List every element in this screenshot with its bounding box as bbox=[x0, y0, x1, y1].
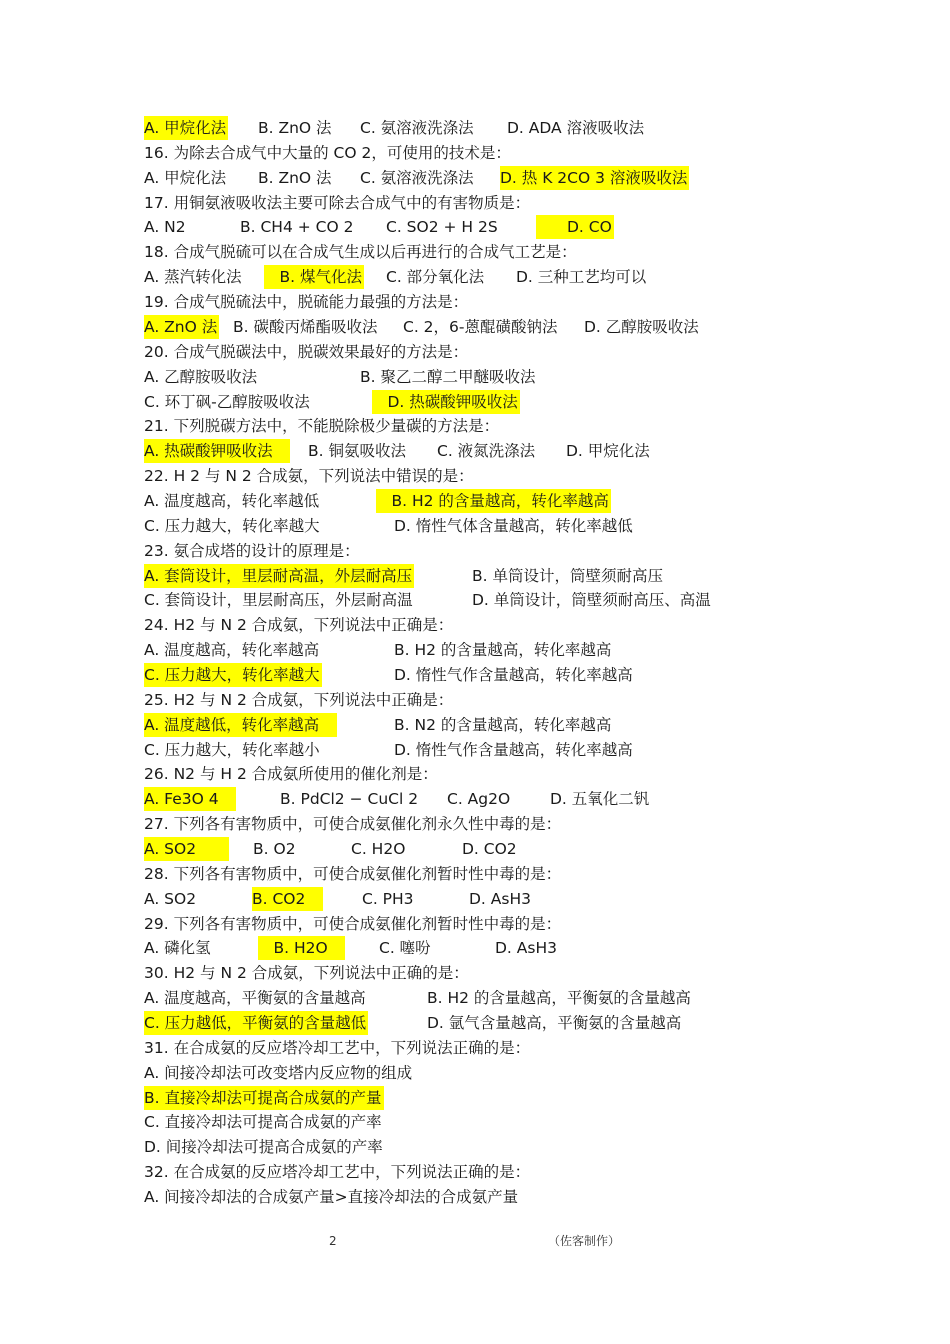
question-stem bbox=[0, 912, 950, 936]
question-text: A. 间接冷却法可改变塔内反应物的组成 bbox=[144, 1063, 413, 1082]
option-text: B. ZnO 法 bbox=[258, 168, 332, 187]
options-row bbox=[0, 1110, 950, 1134]
option-text: D. AsH3 bbox=[495, 939, 557, 958]
options-row bbox=[0, 638, 950, 662]
option-text: A. 温度越高，转化率越高 bbox=[144, 641, 320, 660]
options-row bbox=[0, 588, 950, 612]
option-text: B. ZnO 法 bbox=[258, 119, 332, 137]
options-row bbox=[0, 116, 950, 140]
option-text: C. 液氮洗涤法 bbox=[437, 442, 536, 461]
option-text: D. 甲烷化法 bbox=[566, 442, 650, 461]
question-stem bbox=[0, 961, 950, 985]
option-text: C. H2O bbox=[351, 839, 406, 858]
option-text: B. PdCl2 − CuCl 2 bbox=[280, 790, 419, 809]
option-text: D. 惰性气作含量越高，转化率越高 bbox=[394, 740, 633, 759]
question-stem bbox=[0, 812, 950, 836]
options-row bbox=[0, 365, 950, 389]
option-text: A. 蒸汽转化法 bbox=[144, 268, 242, 287]
answer-highlight: C. 压力越大，转化率越大 bbox=[144, 663, 322, 687]
question-stem bbox=[0, 414, 950, 438]
option-text: B. H2 的含量越高，平衡氨的含量越高 bbox=[427, 989, 691, 1008]
option-text: C. Ag2O bbox=[447, 790, 511, 809]
option-text: B. H2 的含量越高，转化率越高 bbox=[394, 641, 612, 660]
answer-highlight: A. ZnO 法 bbox=[144, 315, 219, 339]
option-text: B. N2 的含量越高，转化率越高 bbox=[394, 715, 612, 734]
option-text: D. 五氧化二钒 bbox=[550, 790, 650, 809]
options-row bbox=[0, 936, 950, 960]
question-stem bbox=[0, 464, 950, 488]
question-stem bbox=[0, 1160, 950, 1184]
question-text: 29. 下列各有害物质中，可使合成氨催化剂暂时性中毒的是： bbox=[144, 914, 562, 933]
option-text: D. 惰性气体含量越高，转化率越低 bbox=[394, 516, 633, 535]
option-text: D. 惰性气作含量越高，转化率越高 bbox=[394, 665, 633, 684]
answer-highlight: A. Fe3O 4 bbox=[144, 787, 236, 811]
question-stem bbox=[0, 290, 950, 314]
question-stem bbox=[0, 862, 950, 886]
question-stem bbox=[0, 613, 950, 637]
options-row bbox=[0, 1061, 950, 1085]
answer-highlight: C. 压力越低，平衡氨的含量越低 bbox=[144, 1011, 368, 1035]
options-row bbox=[0, 1011, 950, 1035]
answer-highlight: B. H2 的含量越高，转化率越高 bbox=[376, 489, 611, 513]
option-text: B. 单筒设计，筒壁须耐高压 bbox=[472, 566, 663, 585]
options-row bbox=[0, 166, 950, 190]
option-text: B. O2 bbox=[253, 839, 296, 858]
options-row bbox=[0, 390, 950, 414]
options-row bbox=[0, 1086, 950, 1110]
option-text: D. ADA 溶液吸收法 bbox=[507, 119, 645, 137]
option-text: C. PH3 bbox=[362, 889, 414, 908]
answer-highlight: B. CO2 bbox=[252, 887, 323, 911]
option-text: D. CO2 bbox=[462, 839, 517, 858]
answer-highlight: D. 热 K 2CO 3 溶液吸收法 bbox=[500, 166, 689, 190]
question-text: 20. 合成气脱碳法中，脱碳效果最好的方法是： bbox=[144, 342, 469, 361]
option-text: A. N2 bbox=[144, 218, 186, 237]
question-stem bbox=[0, 141, 950, 165]
question-text: 32. 在合成氨的反应塔冷却工艺中，下列说法正确的是： bbox=[144, 1163, 531, 1182]
options-row bbox=[0, 1185, 950, 1209]
question-text: 19. 合成气脱硫法中，脱硫能力最强的方法是： bbox=[144, 293, 469, 311]
question-text: 26. N2 与 H 2 合成氨所使用的催化剂是： bbox=[144, 765, 438, 784]
question-text: 24. H2 与 N 2 合成氨，下列说法中正确是： bbox=[144, 616, 454, 635]
option-text: A. 甲烷化法 bbox=[144, 168, 227, 187]
option-text: B. CH4 + CO 2 bbox=[240, 218, 354, 237]
answer-highlight: B. H2O bbox=[258, 936, 345, 960]
question-stem bbox=[0, 1036, 950, 1060]
footer-credit: （佐客制作） bbox=[548, 1234, 621, 1248]
option-text: D. 氩气含量越高，平衡氨的含量越高 bbox=[427, 1014, 682, 1032]
options-row bbox=[0, 738, 950, 762]
question-stem bbox=[0, 240, 950, 264]
option-text: D. AsH3 bbox=[469, 889, 531, 908]
answer-highlight: A. 甲烷化法 bbox=[144, 116, 228, 140]
options-row bbox=[0, 489, 950, 513]
option-text: C. 部分氧化法 bbox=[386, 268, 485, 287]
question-stem bbox=[0, 688, 950, 712]
options-row bbox=[0, 514, 950, 538]
answer-highlight: D. CO bbox=[536, 215, 614, 239]
question-text: C. 直接冷却法可提高合成氨的产率 bbox=[144, 1113, 382, 1132]
option-text: A. SO2 bbox=[144, 889, 197, 908]
option-text: C. 2，6-蒽醌磺酸钠法 bbox=[403, 317, 558, 336]
option-text: C. 氨溶液洗涤法 bbox=[360, 119, 474, 137]
question-text: 17. 用铜氨液吸收法主要可除去合成气中的有害物质是： bbox=[144, 193, 531, 212]
question-stem bbox=[0, 340, 950, 364]
option-text: D. 乙醇胺吸收法 bbox=[584, 317, 699, 336]
options-row bbox=[0, 837, 950, 861]
page-number: 2 bbox=[329, 1234, 337, 1248]
option-text: C. 噻吩 bbox=[379, 939, 431, 958]
option-text: C. 套筒设计，里层耐高压，外层耐高温 bbox=[144, 591, 413, 610]
answer-highlight: B. 煤气化法 bbox=[264, 265, 364, 289]
options-row bbox=[0, 1135, 950, 1159]
option-text: C. 压力越大，转化率越小 bbox=[144, 740, 320, 759]
question-text: A. 间接冷却法的合成氨产量>直接冷却法的合成氨产量 bbox=[144, 1188, 519, 1206]
options-row bbox=[0, 713, 950, 737]
answer-highlight: B. 直接冷却法可提高合成氨的产量 bbox=[144, 1086, 384, 1110]
options-row bbox=[0, 887, 950, 911]
option-text: A. 磷化氢 bbox=[144, 939, 211, 958]
question-text: 25. H2 与 N 2 合成氨，下列说法中正确是： bbox=[144, 690, 454, 709]
options-row bbox=[0, 564, 950, 588]
options-row bbox=[0, 265, 950, 289]
question-text: 28. 下列各有害物质中，可使合成氨催化剂暂时性中毒的是： bbox=[144, 864, 562, 883]
answer-highlight: A. 热碳酸钾吸收法 bbox=[144, 439, 290, 463]
question-text: 27. 下列各有害物质中，可使合成氨催化剂永久性中毒的是： bbox=[144, 815, 562, 834]
question-text: D. 间接冷却法可提高合成氨的产率 bbox=[144, 1138, 383, 1157]
question-text: 23. 氨合成塔的设计的原理是： bbox=[144, 541, 360, 560]
question-text: 31. 在合成氨的反应塔冷却工艺中，下列说法正确的是： bbox=[144, 1038, 531, 1057]
question-stem bbox=[0, 762, 950, 786]
answer-highlight: A. 套筒设计，里层耐高温，外层耐高压 bbox=[144, 564, 414, 588]
option-text: A. 乙醇胺吸收法 bbox=[144, 367, 258, 386]
question-stem bbox=[0, 191, 950, 215]
option-text: A. 温度越高，平衡氨的含量越高 bbox=[144, 989, 366, 1008]
options-row bbox=[0, 663, 950, 687]
options-row bbox=[0, 787, 950, 811]
option-text: C. 压力越大，转化率越大 bbox=[144, 516, 320, 535]
option-text: B. 聚乙二醇二甲醚吸收法 bbox=[360, 367, 536, 386]
option-text: D. 三种工艺均可以 bbox=[516, 268, 647, 287]
option-text: B. 碳酸丙烯酯吸收法 bbox=[233, 317, 378, 336]
answer-highlight: A. 温度越低，转化率越高 bbox=[144, 713, 337, 737]
question-text: 30. H2 与 N 2 合成氨，下列说法中正确的是： bbox=[144, 964, 469, 983]
question-text: 22. H 2 与 N 2 合成氨，下列说法中错误的是： bbox=[144, 467, 474, 485]
question-text: 16. 为除去合成气中大量的 CO 2，可使用的技术是： bbox=[144, 143, 511, 162]
option-text: A. 温度越高，转化率越低 bbox=[144, 491, 320, 510]
option-text: C. 环丁砜-乙醇胺吸收法 bbox=[144, 392, 310, 411]
question-text: 18. 合成气脱硫可以在合成气生成以后再进行的合成气工艺是： bbox=[144, 243, 577, 262]
answer-highlight: A. SO2 bbox=[144, 837, 229, 861]
options-row bbox=[0, 439, 950, 463]
option-text: D. 单筒设计，筒壁须耐高压、高温 bbox=[472, 591, 711, 610]
options-row bbox=[0, 986, 950, 1010]
options-row bbox=[0, 315, 950, 339]
options-row bbox=[0, 215, 950, 239]
answer-highlight: D. 热碳酸钾吸收法 bbox=[372, 390, 520, 414]
option-text: B. 铜氨吸收法 bbox=[308, 442, 406, 461]
question-text: 21. 下列脱碳方法中，不能脱除极少量碳的方法是： bbox=[144, 417, 500, 436]
option-text: C. 氨溶液洗涤法 bbox=[360, 168, 474, 187]
option-text: C. SO2 + H 2S bbox=[386, 218, 498, 237]
question-stem bbox=[0, 539, 950, 563]
